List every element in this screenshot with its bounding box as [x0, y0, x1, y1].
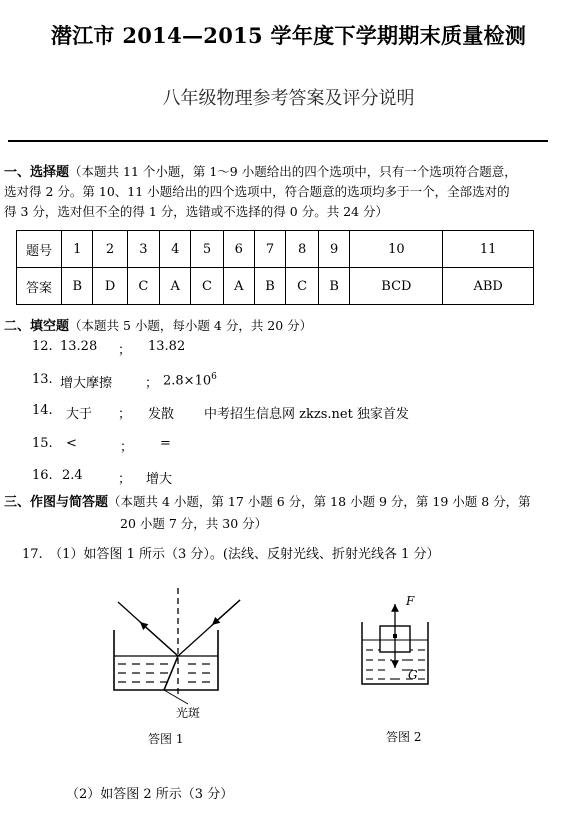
table-cell: C [127, 268, 160, 305]
table-cell: B [62, 268, 93, 305]
item-separator: ； [118, 472, 132, 487]
item-number: 13. [32, 372, 53, 387]
spot-leader-line [164, 690, 188, 704]
figure1-diagram [96, 586, 246, 714]
figure2-diagram [356, 592, 436, 692]
item-separator: ； [145, 376, 159, 391]
item-separator: ； [118, 407, 132, 422]
section1-desc-line1: （本题共 11 个小题，第 1～9 小题给出的四个选项中，只有一个选项符合题意， [69, 164, 517, 179]
table-header-cell: 答案 [17, 268, 62, 305]
figure2-force-f-label: F [406, 594, 415, 608]
section1-heading: 一、选择题 [4, 165, 70, 180]
item-answer-b: = [160, 436, 171, 451]
q17-part2: （2）如答图 2 所示（3 分） [66, 787, 234, 802]
table-cell: B [318, 268, 349, 305]
section3-line1 [4, 492, 531, 513]
fill-item-12 [32, 339, 53, 354]
item-number: 16. [32, 468, 53, 483]
table-cell: A [160, 268, 191, 305]
figure1-caption: 答图 1 [148, 732, 184, 746]
table-cell: A [223, 268, 254, 305]
table-cell: ABD [443, 268, 534, 305]
table-cell: D [93, 268, 127, 305]
item-number: 15. [32, 436, 53, 451]
item-answer-a: 增大摩擦 [60, 376, 113, 391]
table-cell: C [191, 268, 224, 305]
table-cell: 3 [127, 231, 160, 268]
item-number: 12. [32, 339, 53, 354]
table-cell: B [254, 268, 285, 305]
figure2-caption: 答图 2 [386, 730, 422, 744]
item-answer-b: 13.82 [148, 339, 186, 354]
page-subtitle: 八年级物理参考答案及评分说明 [162, 88, 415, 109]
section1-line1 [4, 162, 517, 183]
section3-desc-line2: 20 小题 7 分，共 30 分） [120, 516, 268, 531]
item-answer-a: < [66, 436, 77, 451]
item-answer-b: 发散 [148, 407, 175, 422]
section1-desc-line2: 选对得 2 分。第 10、11 小题给出的四个选项中，符合题意的选项均多于一个，全部选对的 [4, 184, 510, 199]
title-divider [8, 140, 548, 142]
table-row-numbers [17, 231, 534, 268]
section2-header [4, 316, 312, 337]
item-separator: ； [118, 343, 132, 358]
table-cell: C [286, 268, 319, 305]
table-cell: 8 [286, 231, 319, 268]
section3-desc-line1: （本题共 4 小题，第 17 小题 6 分，第 18 小题 9 分，第 19 小题 8 分，第 [108, 494, 531, 509]
item-separator: ； [120, 440, 134, 455]
q17-part1: 17. （1）如答图 1 所示（3 分）。(法线、反射光线、折射光线各 1 分） [22, 547, 440, 562]
page-title: 潜江市 2014—2015 学年度下学期期末质量检测 [50, 23, 527, 48]
table-header-cell: 题号 [17, 231, 62, 268]
table-cell: 10 [350, 231, 443, 268]
item-answer-a: 13.28 [60, 339, 98, 354]
item-answer-b-exponent: 6 [211, 372, 217, 382]
section2-heading: 二、填空题 [4, 319, 70, 334]
table-cell: 11 [443, 231, 534, 268]
item-number: 14. [32, 403, 53, 418]
table-cell: 5 [191, 231, 224, 268]
figure2-force-g-label: G [408, 668, 418, 682]
table-cell: BCD [350, 268, 443, 305]
table-cell: 9 [318, 231, 349, 268]
item-answer-b: 2.8×10 [163, 373, 212, 389]
section2-desc: （本题共 5 小题，每小题 4 分，共 20 分） [69, 318, 313, 333]
container-outline [114, 630, 218, 690]
item-answer-a: 大于 [66, 407, 93, 422]
table-cell: 4 [160, 231, 191, 268]
item-answer-a: 2.4 [62, 468, 83, 483]
water-hatching [118, 664, 210, 682]
table-cell: 6 [223, 231, 254, 268]
section3-heading: 三、作图与简答题 [4, 495, 109, 510]
figure1-spot-label: 光斑 [176, 706, 201, 720]
item-answer-b: 增大 [146, 472, 173, 487]
table-row-answers [17, 268, 534, 305]
item-answer-b-wrap [163, 372, 217, 388]
table-cell: 7 [254, 231, 285, 268]
item-extra-note: 中考招生信息网 zkzs.net 独家首发 [204, 407, 409, 422]
table-cell: 1 [62, 231, 93, 268]
answer-table [16, 230, 534, 305]
section1-desc-line3: 得 3 分，选对但不全的得 1 分，选错或不选择的得 0 分。共 24 分） [4, 204, 389, 219]
table-cell: 2 [93, 231, 127, 268]
